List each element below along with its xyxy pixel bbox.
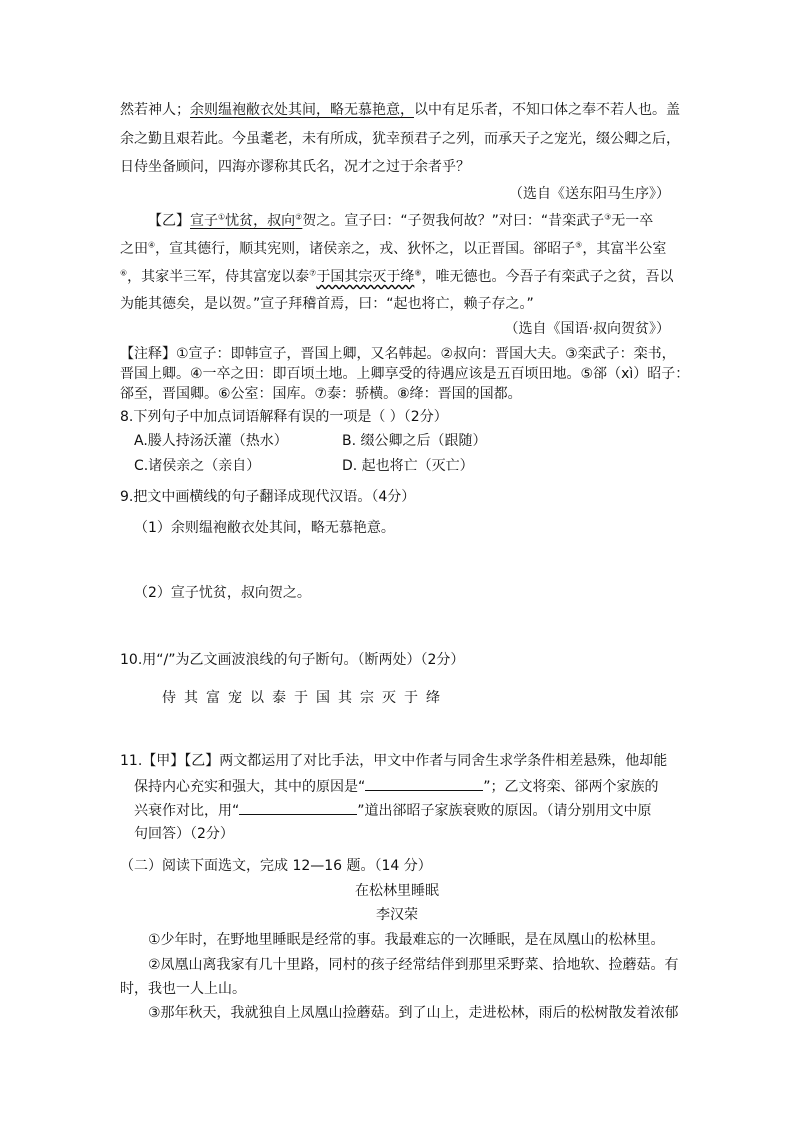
q11-line-2 (134, 776, 659, 797)
note-marker: ① (218, 212, 226, 222)
jia-line-1 (120, 100, 680, 120)
yi-text: 忧贫，叔向 (225, 213, 296, 229)
yi-text: ，宣其德行，顺其宪则，诸侯亲之，戎、狄怀之，以正晋国。郤昭子 (155, 241, 576, 257)
q11-line-4: 句回答）（2分） (134, 826, 234, 842)
yi-text: ，唯无德也。今吾子有栾武子之贫，吾以 (421, 269, 674, 285)
article-paragraph-1: ①少年时，在野地里睡眠是经常的事。我最难忘的一次睡眠，是在凤凰山的松林里。 (148, 932, 665, 948)
yi-underlined (190, 213, 302, 229)
q11-text: ”道出郤昭子家族衰败的原因。（请分别用文中原 (357, 803, 652, 819)
note-marker: ④ (148, 240, 156, 250)
yi-text: 宣子 (190, 213, 218, 229)
article-paragraph-2-line-1: ②凤凰山离我家有几十里路，同村的孩子经常结伴到那里采野菜、拾地软、捡蘑菇。有 (148, 957, 679, 973)
note-marker: ⑦ (309, 268, 317, 278)
q9-stem: 9.把文中画横线的句子翻译成现代汉语。（4分） (120, 489, 416, 505)
yi-text: 贺之。宣子曰：“子贺我何故？”对曰：“昔栾武子 (302, 213, 605, 229)
q9-sentence-1: （1）余则缊袍敝衣处其间，略无慕艳意。 (134, 520, 395, 536)
q10-sentence: 侍其富宠以泰于国其宗灭于绛 (162, 690, 448, 706)
article-title: 在松林里睡眠 (355, 883, 439, 899)
yi-wavy-sentence: 于国其宗灭于绛 (316, 269, 415, 285)
yi-line-3 (120, 267, 674, 287)
q11-text: ”；乙文将栾、郤两个家族的 (483, 779, 659, 795)
article-paragraph-2-line-2: 时，我也一人上山。 (120, 981, 246, 997)
q11-text: 保持内心充实和强大，其中的原因是“ (134, 779, 366, 795)
q8-option-a: A.媵人持汤沃灌（热水） (134, 433, 288, 449)
q10-stem: 10.用“/”为乙文画波浪线的句子断句。（断两处）（2分） (120, 652, 465, 668)
note-marker: ⑧ (414, 268, 422, 278)
yi-text: ，其富半公室 (582, 241, 667, 257)
yi-text: ，其家半三军，侍其富宠以泰 (127, 269, 310, 285)
underlined-sentence: 余则缊袍敝衣处其间，略无慕艳意， (190, 102, 414, 118)
yi-line-1 (148, 211, 653, 231)
yi-source: （选自《国语·叔向贺贫》） (504, 321, 670, 337)
yi-label: 【乙】 (148, 213, 190, 229)
note-marker: ⑥ (120, 268, 128, 278)
notes-line-2: 晋国上卿。④一卒之田：即百顷土地。上卿享受的待遇应该是五百顷田地。⑤郤（xì）昭子： (120, 366, 690, 382)
section2-intro: （二）阅读下面选文，完成 12—16 题。（14 分） (120, 858, 432, 874)
article-author: 李汉荣 (376, 907, 418, 923)
jia-line-1-post: 以中有足乐者，不知口体之奉不若人也。盖 (414, 102, 680, 118)
q9-sentence-2: （2）宣子忧贫，叔向贺之。 (134, 585, 311, 601)
article-paragraph-3: ③那年秋天，我就独自上凤凰山捡蘑菇。到了山上，走进松林，雨后的松树散发着浓郁 (148, 1005, 679, 1021)
jia-line-2: 余之勤且艰若此。今虽耄老，未有所成，犹幸预君子之列，而承天子之宠光，缀公卿之后， (120, 131, 680, 147)
note-marker: ③ (604, 212, 612, 222)
q8-option-d: D. 起也将亡（灭亡） (342, 458, 474, 474)
q8-option-b: B. 缀公卿之后（跟随） (342, 433, 487, 449)
jia-source: （选自《送东阳马生序》） (509, 186, 670, 202)
note-marker: ⑤ (575, 240, 583, 250)
answer-blank-1[interactable] (365, 776, 483, 791)
yi-text: 之田 (120, 241, 148, 257)
yi-line-4: 为能其德矣，是以贺。”宣子拜稽首焉，曰：“起也将亡，赖子存之。” (120, 296, 534, 312)
q11-text: 兴衰作对比，用“ (134, 803, 240, 819)
answer-blank-2[interactable] (239, 800, 357, 815)
q11-line-3 (134, 800, 652, 821)
yi-line-2 (120, 239, 666, 259)
note-marker: ② (295, 212, 303, 222)
jia-line-1-pre: 然若神人； (120, 102, 190, 118)
q8-option-c: C.诸侯亲之（亲自） (134, 458, 261, 474)
q8-stem: 8.下列句子中加点词语解释有误的一项是（ ）（2分） (120, 409, 448, 425)
notes-line-3: 郤至，晋国卿。⑥公室：国库。⑦泰：骄横。⑧绛：晋国的国都。 (120, 386, 522, 402)
notes-line-1: 【注释】①宣子：即韩宣子，晋国上卿，又名韩起。②叔向：晋国大夫。③栾武子：栾书， (120, 346, 676, 362)
yi-text: 无一卒 (611, 213, 654, 229)
q11-line-1: 11.【甲】【乙】两文都运用了对比手法，甲文中作者与同舍生求学条件相差悬殊，他却能 (120, 753, 668, 769)
jia-line-3: 日侍坐备顾问，四海亦谬称其氏名，况才之过于余者乎？ (120, 159, 470, 175)
